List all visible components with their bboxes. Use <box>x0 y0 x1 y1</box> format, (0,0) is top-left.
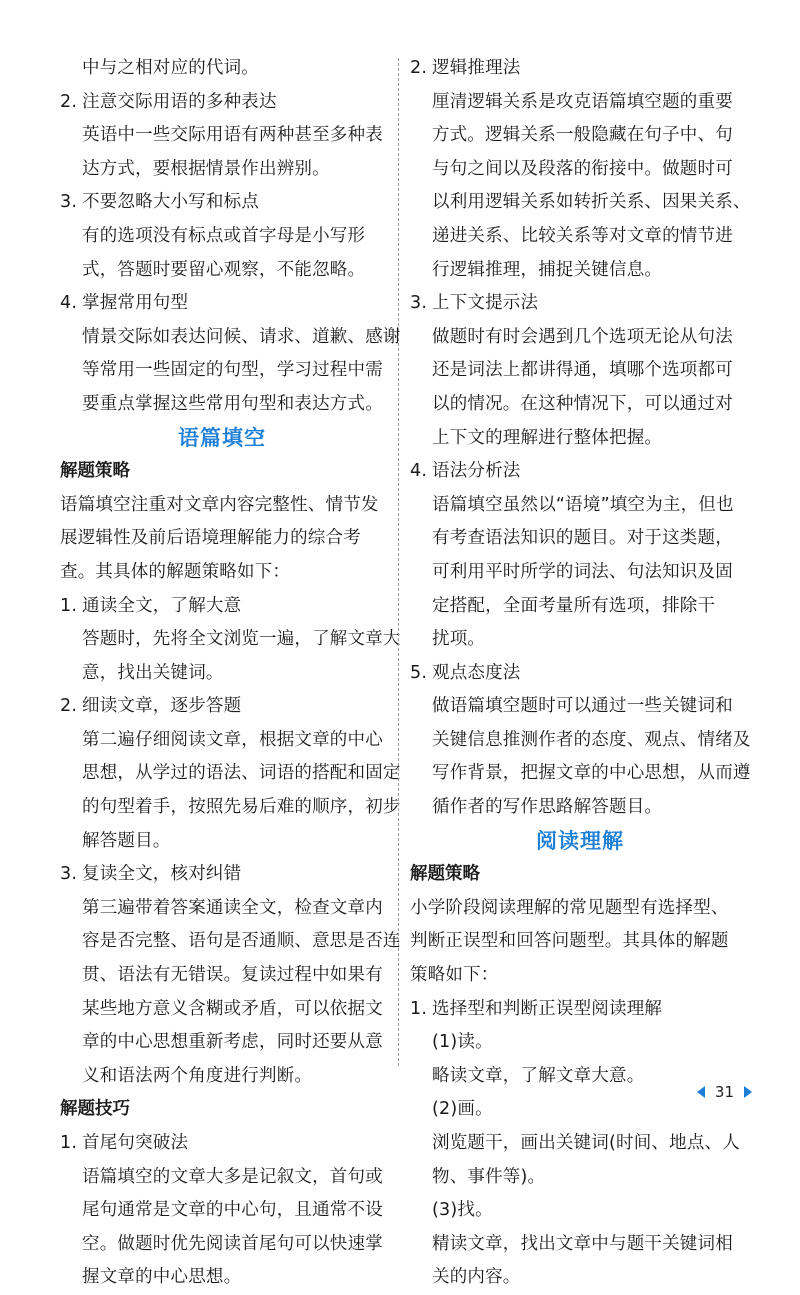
paragraph-line: 意，找出关键词。 <box>82 662 224 683</box>
list-item-heading <box>60 690 384 724</box>
paragraph-line: 略读文章，了解文章大意。 <box>432 1065 645 1086</box>
paragraph-line: 要重点掌握这些常用句型和表达方式。 <box>82 393 383 414</box>
paragraph-line: 语篇填空虽然以“语境”填空为主，但也 <box>432 494 734 515</box>
section-title: 语篇填空 <box>178 425 266 450</box>
list-item-title: 细读文章，逐步答题 <box>82 696 242 717</box>
list-item-heading <box>410 287 750 321</box>
list-item-number: 3. <box>410 293 428 314</box>
paragraph-line: 中与之相对应的代词。 <box>82 58 259 78</box>
paragraph-line: 答题时，先将全文浏览一遍，了解文章大 <box>82 629 401 650</box>
paragraph-line: 章的中心思想重新考虑，同时还要从意 <box>82 1032 383 1053</box>
paragraph-line: 第三遍带着答案通读全文，检查文章内 <box>82 897 383 918</box>
list-item-title: 掌握常用句型 <box>82 293 189 314</box>
subsection-heading: 解题技巧 <box>60 1099 130 1120</box>
paragraph-line: 判断正误型和回答问题型。其具体的解题 <box>410 931 729 952</box>
left-column <box>60 52 401 1295</box>
paragraph-line: 展逻辑性及前后语境理解能力的综合考 <box>60 528 361 549</box>
triangle-left-icon[interactable] <box>697 1086 705 1098</box>
right-column <box>410 52 750 1295</box>
paragraph-line: 义和语法两个角度进行判断。 <box>82 1065 313 1086</box>
paragraph-line: 策略如下： <box>410 965 499 986</box>
list-item-number: 1. <box>60 1133 78 1153</box>
list-item-heading <box>60 590 384 624</box>
paragraph-line: 英语中一些交际用语有两种甚至多种表 <box>82 125 383 146</box>
paragraph-line: 还是词法上都讲得通，填哪个选项都可 <box>432 360 733 381</box>
paragraph-line: 贯、语法有无错误。复读过程中如果有 <box>82 965 383 986</box>
page-number: 31 <box>714 1083 734 1101</box>
paragraph-line: 有考查语法知识的题目。对于这类题， <box>432 528 733 549</box>
paragraph-line: 做题时有时会遇到几个选项无论从句法 <box>432 326 733 347</box>
paragraph-line: 以的情况。在这种情况下，可以通过对 <box>432 393 733 414</box>
list-item-number: 1. <box>60 595 78 616</box>
list-item-heading <box>410 455 750 489</box>
paragraph-line: 定搭配，全面考量所有选项，排除干 <box>432 595 716 616</box>
paragraph-line: 第二遍仔细阅读文章，根据文章的中心 <box>82 729 383 750</box>
paragraph-line: 思想，从学过的语法、词语的搭配和固定 <box>82 763 401 784</box>
paragraph-line: 等常用一些固定的句型，学习过程中需 <box>82 360 383 381</box>
paragraph-line: 扰项。 <box>432 629 486 650</box>
paragraph-line: 解答题目。 <box>82 830 171 851</box>
paragraph-line: 有的选项没有标点或首字母是小写形 <box>82 225 366 246</box>
page-footer <box>697 1078 752 1106</box>
list-item-title: 上下文提示法 <box>432 293 539 314</box>
list-item-heading <box>60 1127 384 1161</box>
column-divider <box>398 58 399 1066</box>
paragraph-line: 上下文的理解进行整体把握。 <box>432 427 663 448</box>
paragraph-line: 循作者的写作思路解答题目。 <box>432 797 663 818</box>
list-item-heading <box>410 52 750 86</box>
paragraph-line: 浏览题干，画出关键词(时间、地点、人 <box>432 1133 740 1153</box>
list-item-heading <box>410 657 750 691</box>
paragraph-line: (3)找。 <box>432 1200 493 1221</box>
section-title: 阅读理解 <box>536 828 624 853</box>
list-item-title: 语法分析法 <box>432 461 521 482</box>
paragraph-line: 精读文章，找出文章中与题干关键词相 <box>432 1233 733 1254</box>
paragraph-line: 尾句通常是文章的中心句，且通常不设 <box>82 1200 383 1221</box>
list-item-title: 不要忽略大小写和标点 <box>82 192 259 213</box>
list-item-number: 3. <box>60 864 78 885</box>
paragraph-line: 空。做题时优先阅读首尾句可以快速掌 <box>82 1233 383 1254</box>
paragraph-line: 行逻辑推理，捕捉关键信息。 <box>432 259 663 280</box>
list-item-number: 2. <box>60 696 78 717</box>
list-item-heading <box>60 287 384 321</box>
paragraph-line: 以利用逻辑关系如转折关系、因果关系、 <box>432 192 751 213</box>
paragraph-line: 的句型着手，按照先易后难的顺序，初步 <box>82 797 401 818</box>
paragraph-line: 与句之间以及段落的衔接中。做题时可 <box>432 158 733 179</box>
list-item-number: 3. <box>60 192 78 213</box>
list-item-title: 选择型和判断正误型阅读理解 <box>432 998 663 1019</box>
paragraph-line: 关键信息推测作者的态度、观点、情绪及 <box>432 729 751 750</box>
paragraph-line: 厘清逻辑关系是攻克语篇填空题的重要 <box>432 91 733 112</box>
paragraph-line: 语篇填空注重对文章内容完整性、情节发 <box>60 494 379 515</box>
list-item-heading <box>60 186 384 220</box>
list-item-heading <box>60 858 384 892</box>
paragraph-line: (1)读。 <box>432 1032 493 1053</box>
list-item-heading <box>60 86 384 120</box>
list-item-title: 复读全文，核对纠错 <box>82 864 242 885</box>
paragraph-line: 达方式，要根据情景作出辨别。 <box>82 158 330 179</box>
list-item-title: 逻辑推理法 <box>432 58 521 78</box>
paragraph-line: 可利用平时所学的词法、句法知识及固 <box>432 561 733 582</box>
list-item-number: 4. <box>60 293 78 314</box>
paragraph-line: 语篇填空的文章大多是记叙文，首句或 <box>82 1166 383 1187</box>
paragraph-line: 式，答题时要留心观察，不能忽略。 <box>82 259 366 280</box>
list-item-number: 2. <box>60 91 78 112</box>
list-item-number: 4. <box>410 461 428 482</box>
list-item-title: 通读全文，了解大意 <box>82 595 242 616</box>
list-item-title: 注意交际用语的多种表达 <box>82 91 277 112</box>
paragraph-line: 容是否完整、语句是否通顺、意思是否连 <box>82 931 401 952</box>
list-item-title: 首尾句突破法 <box>82 1133 189 1153</box>
paragraph-line: 做语篇填空题时可以通过一些关键词和 <box>432 696 733 717</box>
paragraph-line: 写作背景，把握文章的中心思想，从而遵 <box>432 763 751 784</box>
list-item-number: 2. <box>410 58 428 78</box>
paragraph-line: 查。其具体的解题策略如下： <box>60 561 291 582</box>
paragraph-line: 情景交际如表达问候、请求、道歉、感谢 <box>82 326 401 347</box>
paragraph-line: 物、事件等)。 <box>432 1166 546 1187</box>
paragraph-line: 某些地方意义含糊或矛盾，可以依据文 <box>82 998 383 1019</box>
paragraph-line: 递进关系、比较关系等对文章的情节进 <box>432 225 733 246</box>
paragraph-line: 握文章的中心思想。 <box>82 1267 242 1288</box>
subsection-heading: 解题策略 <box>60 461 130 482</box>
list-item-number: 5. <box>410 662 428 683</box>
paragraph-line: (2)画。 <box>432 1099 493 1120</box>
list-item-number: 1. <box>410 998 428 1019</box>
paragraph-line: 方式。逻辑关系一般隐藏在句子中、句 <box>432 125 733 146</box>
triangle-right-icon[interactable] <box>744 1086 752 1098</box>
list-item-title: 观点态度法 <box>432 662 521 683</box>
paragraph-line: 小学阶段阅读理解的常见题型有选择型、 <box>410 897 729 918</box>
list-item-heading <box>410 993 750 1027</box>
paragraph-line: 关的内容。 <box>432 1267 521 1288</box>
subsection-heading: 解题策略 <box>410 864 480 885</box>
